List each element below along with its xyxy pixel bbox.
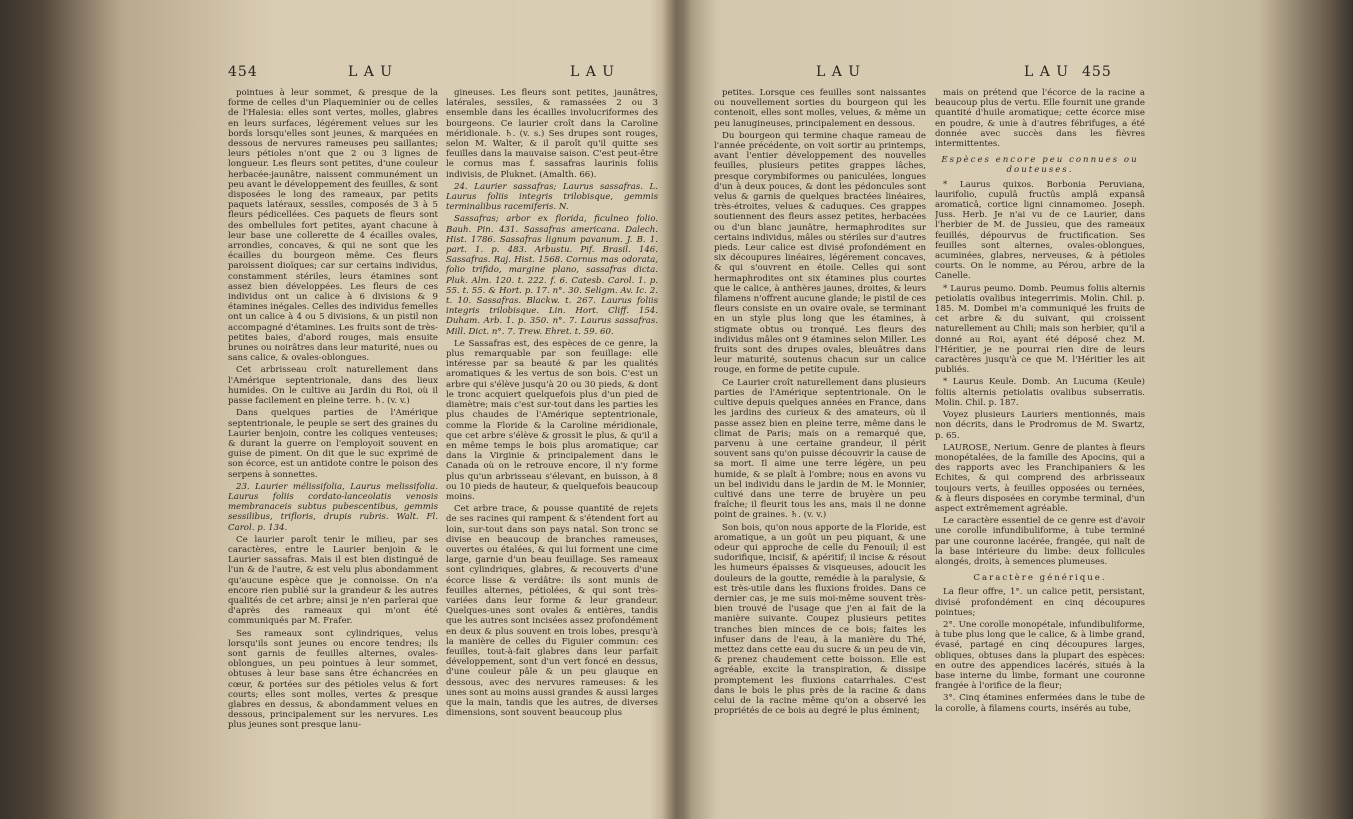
- paragraph: Son bois, qu'on nous apporte de la Floride, est aromatique, a un goût un peu piquant, & une odeur qui approche de celle du Fenouil; il est sudorifique, incisif, & apéritif; il incise & résout les humeurs épaisses & visqueuses, adoucit les douleurs de la goutte, remédie à la paralysie, & est très-utile dans les fluxions froides. Dans ce dernier cas, je me suis moi-même souvent très-bien trouvé de l'usage que j'en ai fait de la manière suivante. Coupez plusieurs petites tranches bien minces de ce bois; faites les infuser dans de l'eau, à la manière du Thé, mettez dans cette eau du sucre & un peu de vin, & prenez chaudement cette boisson. Elle est agréable, excite la transpiration, & dissipe promptement les fluxions catarrhales. C'est dans le bois le plus près de la racine & dans celui de la racine même qu'on a observé les propriétés de ce bois au degré le plus éminent;: [714, 522, 926, 717]
- paragraph: * Laurus peumo. Domb. Peumus foliis alternis petiolatis ovalibus integerrimis. Molin. Chil. p. 185. M. Dombei m'a communiqué les fruits de cet arbre & du suivant, qui croissent naturellement au Chili; mais son herbier, qu'il a donné au Roi, ayant été déposé chez M. l'Héritier, je ne pourrai rien dire de leurs caractères jusqu'à ce que M. l'Héritier les ait publiés.: [935, 283, 1145, 376]
- running-head-left-1: L A U: [348, 64, 394, 80]
- right-column-1: [714, 88, 926, 788]
- paragraph: Voyez plusieurs Lauriers mentionnés, mais non décrits, dans le Prodromus de M. Swartz, p. 65.: [935, 410, 1145, 441]
- right-column-2: [935, 88, 1145, 788]
- running-head-left-2: L A U: [570, 64, 616, 80]
- running-head-right-1: L A U: [816, 64, 862, 80]
- section-heading: Espèces encore peu connues ou douteuses.: [941, 155, 1139, 176]
- paragraph: 24. Laurier sassafras; Laurus sassafras. L. Laurus foliis integris trilobisque, gemmis terminalibus racemiferis. N.: [446, 181, 658, 213]
- paragraph: petites. Lorsque ces feuilles sont naissantes ou nouvellement sorties du bourgeon qui les contenoit, elles sont molles, velues, & même un peu lanugineuses, principalement en dessous.: [714, 88, 926, 129]
- section-heading: Caractère générique.: [973, 573, 1107, 584]
- paragraph: mais on prétend que l'écorce de la racine a beaucoup plus de vertu. Elle fournit une grande quantité d'huile aromatique; cette écorce mise en poudre, & unie à d'autres fébrifuges, a été donnée avec succès dans les fièvres intermittentes.: [935, 88, 1145, 150]
- paragraph: LAUROSE, Nerium. Genre de plantes à fleurs monopétalées, de la famille des Apocins, qui a des rapports avec les Franchipaniers & les Echites, & qui comprend des arbrisseaux toujours verts, à feuilles opposées ou ternées, & à fleurs disposées en corymbe terminal, d'un aspect extrêmement agréable.: [935, 442, 1145, 514]
- paragraph: Le caractère essentiel de ce genre est d'avoir une corolle infundibuliforme, à tube terminé par une couronne lacérée, frangée, qui naît de la base intérieure du limbe: deux follicules alongés, droits, à semences plumeuses.: [935, 516, 1145, 567]
- paragraph: * Laurus Keule. Domb. An Lucuma (Keule) foliis alternis petiolatis ovalibus subserratis. Molin. Chil. p. 187.: [935, 377, 1145, 408]
- paragraph: Ce Laurier croît naturellement dans plusieurs parties de l'Amérique septentrionale. On le cultive depuis quelques années en France, dans les jardins des curieux & des amateurs, où il passe assez bien en pleine terre, même dans le climat de Paris; mais on a remarqué que, parvenu à une certaine grandeur, il périt souvent sans qu'on puisse découvrir la cause de sa mort. Il aime une terre légère, un peu humide, & se plaît à l'ombre; nous en avons vu un bel individu dans le jardin de M. le Monnier, cultivé dans une terre de bruyère un peu fraîche; il fleurit tous les ans, mais il ne donne point de graines. ♄. (v. v.): [714, 377, 926, 521]
- paragraph: La fleur offre, 1°. un calice petit, persistant, divisé profondément en cinq découpures pointues;: [935, 587, 1145, 618]
- paragraph: * Laurus quixos. Borbonia Peruviana, laurifolio, cupulâ fructûs amplâ expansâ aromaticâ, cortice ligni cinnamomeo. Joseph. Juss. Herb. Je n'ai vu de ce Laurier, dans l'herbier de M. de Jussieu, que des rameaux feuillés, dépourvus de fructification. Ses feuilles sont alternes, ovales-oblongues, acuminées, glabres, nerveuses, & à pétioles courts. On le nomme, au Pérou, arbre de la Canelle.: [935, 179, 1145, 282]
- paragraph: 23. Laurier mélissifolia, Laurus melissifolia. Laurus foliis cordato-lanceolatis venosis membranaceis subtus pubescentibus, gemmis sessilibus, trifloris, drupis rubris. Walt. Fl. Carol. p. 134.: [228, 481, 438, 533]
- paragraph: Dans quelques parties de l'Amérique septentrionale, le peuple se sert des graines du Laurier benjoin, contre les coliques venteuses; & durant la guerre on l'employoit souvent en guise de piment. On dit que le suc exprimé de son écorce, est un antidote contre le poison des serpens à sonnettes.: [228, 408, 438, 480]
- paragraph: Du bourgeon qui termine chaque rameau de l'année précédente, on voit sortir au printemps, avant l'entier développement des nouvelles feuilles, plusieurs petites grappes lâches, presque corymbiformes ou paniculées, longues d'un à deux pouces, & dont les pédoncules sont velus & garnis de quelques bractées linéaires, très-étroites, velues & caduques. Ces grappes soutiennent des fleurs assez petites, herbacées ou d'un blanc jaunâtre, hermaphrodites sur certains individus, mâles ou stériles sur d'autres pieds. Leur calice est divisé profondément en six découpures linéaires, légérement concaves, & qui s'ouvrent en étoile. Celles qui sont hermaphrodites ont six étamines plus courtes que le calice, à anthères jaunes, droites, & leurs filamens n'offrent aucune glande; le pistil de ces fleurs consiste en un ovaire ovale, se terminant en un style plus long que les étamines, à stigmate obtus ou tronqué. Les fleurs des individus mâles ont 9 étamines selon Miller. Les fruits sont des drupes ovales, bleuâtres dans leur maturité, soutenus chacun sur un calice rouge, en forme de petite cupule.: [714, 130, 926, 376]
- paragraph: Cet arbrisseau croît naturellement dans l'Amérique septentrionale, dans des lieux humides. On le cultive au Jardin du Roi, où il passe facilement en pleine terre. ♄. (v. v.): [228, 365, 438, 407]
- left-column-1: [228, 88, 438, 788]
- page-number-left: 454: [228, 64, 258, 80]
- paragraph: pointues à leur sommet, & presque de la forme de celles d'un Plaqueminier ou de celles de l'Halesia: elles sont vertes, molles, glabres en leurs surfaces, légérement velues sur les bords lorsqu'elles sont jeunes, & marquées en dessous de nervures rameuses peu saillantes; leurs pétioles n'ont que 2 ou 3 lignes de longueur. Les fleurs sont petites, d'une couleur herbacée-jaunâtre, naissent communément un peu avant le développement des feuilles, & sont disposées le long des rameaux, par petits paquets latéraux, sessiles, composés de 3 à 5 fleurs pédicellées. Ces paquets de fleurs sont des ombellules fort petites, ayant chacune à leur base une collerette de 4 écailles ovales, arrondies, concaves, & qui ne sont que les écailles du bourgeon même. Ces fleurs paroissent dioïques; car sur certains individus, constamment stériles, leurs étamines sont assez bien développées. Les fleurs de ces individus ont un calice à 6 divisions & 9 étamines inégales. Celles des individus femelles ont un calice à 4 ou 5 divisions, & un pistil non accompagné d'étamines. Les fruits sont de très-petites baies, d'abord rouges, mais ensuite brunes ou noirâtres dans leur maturité, nues ou sans calice, & ovales-oblongues.: [228, 88, 438, 364]
- paragraph: Sassafras; arbor ex florida, ficulneo folio. Bauh. Pin. 431. Sassafras americana. Dalech. Hist. 1786. Sassafras lignum pavanum. J. B. 1. part. 1. p. 483. Arbustu. Pif. Brasil. 146. Sassafras. Raj. Hist. 1568. Cornus mas odorata, folio trifido, margine plano, sassafras dicta. Pluk. Alm. 120. t. 222. f. 6. Catesb. Carol. 1. p. 55. t. 55. & Hort. p. 17. n°. 30. Seligm. Av. Ic. 2. t. 10. Sassafras. Blackw. t. 267. Laurus foliis integris trilobisque. Lin. Hort. Cliff. 154. Duham. Arb. 1. p. 350. n°. 7. Laurus sassafras. Mill. Dict. n°. 7. Trew. Ehret. t. 59. 60.: [446, 214, 658, 337]
- paragraph: 3°. Cinq étamines enfermées dans le tube de la corolle, à filamens courts, insérés au tube,: [935, 693, 1145, 714]
- page-number-right: 455: [1082, 64, 1112, 80]
- paragraph: Ce laurier paroît tenir le milieu, par ses caractères, entre le Laurier benjoin & le Laurier sassafras. Mais il est bien distingué de l'un & de l'autre, & est velu plus abondamment qu'aucune espèce que je connoisse. On n'a encore rien publié sur la grandeur & les autres qualités de cet arbre; ainsi je n'en parlerai que d'après des rameaux qui m'ont été communiqués par M. Frafer.: [228, 534, 438, 627]
- paragraph: Le Sassafras est, des espèces de ce genre, la plus remarquable par son feuillage: elle intéresse par sa beauté & par les qualités aromatiques & les vertus de son bois. C'est un arbre qui s'élève jusqu'à 20 ou 30 pieds, & dont le tronc acquiert quelquefois plus d'un pied de diamètre; mais c'est sur-tout dans les parties les plus chaudes de l'Amérique septentrionale, comme la Floride & la Caroline méridionale, que cet arbre s'élève & grossit le plus, & qu'il a en même temps le bois plus aromatique; car dans la Virginie & principalement dans le Canada où on le retrouve encore, il n'y forme plus qu'un arbrisseau s'élevant, en buisson, à 8 ou 10 pieds de hauteur, & quelquefois beaucoup moins.: [446, 338, 658, 502]
- right-page: [676, 0, 1353, 819]
- running-head-right-2: L A U: [1024, 64, 1070, 80]
- paragraph: Ses rameaux sont cylindriques, velus lorsqu'ils sont jeunes ou encore tendres; ils sont garnis de feuilles alternes, ovales-oblongues, un peu pointues à leur sommet, obtuses à leur base sans être échancrées en cœur, & portées sur des pétioles velus & fort courts; elles sont molles, vertes & presque glabres en dessus, & abondamment velues en dessous, principalement sur les nervures. Les plus jeunes sont presque lanu-: [228, 628, 438, 731]
- left-column-2: [446, 88, 658, 788]
- paragraph: gineuses. Les fleurs sont petites, jaunâtres, latérales, sessiles, & ramassées 2 ou 3 ensemble dans les écailles involucriformes des bourgeons. Ce laurier croît dans la Caroline méridionale. ♄. (v. s.) Ses drupes sont rouges, selon M. Walter, & il paroît qu'il quitte ses feuilles dans la mauvaise saison. C'est peut-être le cornus mas f. sassafras laurinis foliis indivisis, de Pluknet. (Amalth. 66).: [446, 88, 658, 180]
- paragraph: 2°. Une corolle monopétale, infundibuliforme, à tube plus long que le calice, & à limbe grand, évasé, partagé en cinq découpures larges, obliques, obtuses dans la plupart des espèces: en outre des appendices lacérés, situés à la base interne du limbe, formant une couronne frangée à l'orifice de la fleur;: [935, 619, 1145, 692]
- left-page: [0, 0, 676, 819]
- paragraph: Cet arbre trace, & pousse quantité de rejets de ses racines qui rampent & s'étendent fort au loin, sur-tout dans son pays natal. Son tronc se divise en beaucoup de branches rameuses, ouvertes ou étalées, & qui lui forment une cime large, garnie d'un beau feuillage. Ses rameaux sont cylindriques, glabres, & recouverts d'une écorce lisse & verdâtre: ils sont munis de feuilles alternes, pétiolées, & qui sont très-variées dans leur forme & leur grandeur. Quelques-unes sont ovales & entières, tandis que les autres sont incisées assez profondément en deux & plus souvent en trois lobes, presqu'à la manière de celles du Figuier commun: ces feuilles, tout-à-fait glabres dans leur parfait développement, sont d'un vert foncé en dessus, d'une couleur pâle & un peu glauque en dessous, avec des nervures rameuses: & les unes sont au moins aussi grandes & aussi larges que la main, tandis que les autres, de diverses dimensions, sont souvent beaucoup plus: [446, 504, 658, 719]
